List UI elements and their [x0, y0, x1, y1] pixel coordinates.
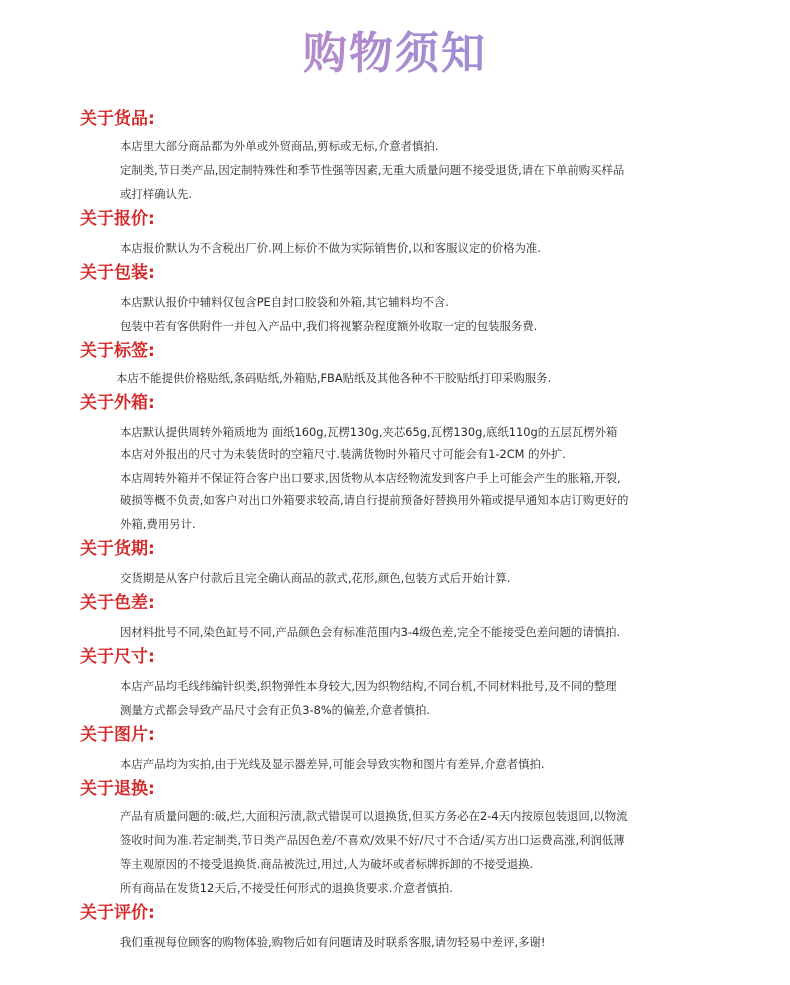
section-lead-time-line: 交货期是从客户付款后且完全确认商品的款式,花形,颜色,包装方式后开始计算. — [120, 571, 511, 585]
section-heading-returns: 关于退换: — [80, 779, 155, 799]
section-returns-line: 产品有质量问题的:破,烂,大面积污渍,款式错误可以退换货,但买方务必在2-4天内按原包装退回,以物流 — [120, 809, 628, 823]
section-reviews-line: 我们重视每位顾客的购物体验,购物后如有问题请及时联系客服,请勿轻易中差评,多谢! — [120, 935, 546, 949]
section-heading-cartons: 关于外箱: — [80, 393, 155, 413]
section-heading-packaging: 关于包装: — [80, 263, 155, 283]
section-size-line: 本店产品均毛线纬编针织类,织物弹性本身较大,因为织物结构,不同台机,不同材料批号,及不同的整理 — [120, 679, 617, 693]
section-size-line: 测量方式都会导致产品尺寸会有正负3-8%的偏差,介意者慎拍. — [120, 703, 431, 717]
section-labels-line: 本店不能提供价格贴纸,条码贴纸,外箱贴,FBA贴纸及其他各种不干胶贴纸打印采购服务. — [116, 371, 552, 385]
section-goods-line: 定制类,节日类产品,因定制特殊性和季节性强等因素,无重大质量问题不接受退货,请在下单前购买样品 — [120, 163, 625, 177]
section-cartons-line: 外箱,费用另计. — [120, 517, 196, 531]
section-cartons-line: 本店对外报出的尺寸为未装货时的空箱尺寸.装满货物时外箱尺寸可能会有1-2CM 的外扩. — [120, 447, 566, 461]
section-heading-color: 关于色差: — [80, 593, 155, 613]
section-pricing-line: 本店报价默认为不含税出厂价.网上标价不做为实际销售价,以和客服议定的价格为准. — [120, 241, 541, 255]
section-returns-line: 等主观原因的不接受退换货.商品被洗过,用过,人为破坏或者标牌拆卸的不接受退换. — [120, 857, 534, 871]
section-returns-line: 签收时间为准.若定制类,节日类产品因色差/不喜欢/效果不好/尺寸不合适/买方出口运费高涨,利润低薄 — [120, 833, 625, 847]
page-title: 购物须知 — [0, 24, 790, 84]
section-heading-labels: 关于标签: — [80, 341, 155, 361]
section-goods-line: 或打样确认先. — [120, 187, 192, 201]
section-goods-line: 本店里大部分商品都为外单或外贸商品,剪标或无标,介意者慎拍. — [120, 139, 439, 153]
section-heading-goods: 关于货品: — [80, 109, 155, 129]
section-packaging-line: 本店默认报价中辅料仅包含PE自封口胶袋和外箱,其它辅料均不含. — [120, 295, 449, 309]
section-heading-lead-time: 关于货期: — [80, 539, 155, 559]
section-cartons-line: 破损等概不负责,如客户对出口外箱要求较高,请自行提前预备好替换用外箱或提早通知本店订购更好的 — [120, 493, 629, 507]
section-color-line: 因材料批号不同,染色缸号不同,产品颜色会有标准范围内3-4级色差,完全不能接受色差问题的请慎拍. — [120, 625, 621, 639]
section-heading-size: 关于尺寸: — [80, 647, 155, 667]
section-returns-line: 所有商品在发货12天后,不接受任何形式的退换货要求.介意者慎拍. — [120, 881, 453, 895]
section-packaging-line: 包装中若有客供附件一并包入产品中,我们将视繁杂程度额外收取一定的包装服务费. — [120, 319, 538, 333]
section-images-line: 本店产品均为实拍,由于光线及显示器差异,可能会导致实物和图片有差异,介意者慎拍. — [120, 757, 545, 771]
section-heading-images: 关于图片: — [80, 725, 155, 745]
section-cartons-line: 本店默认提供周转外箱质地为 面纸160g,瓦楞130g,夹芯65g,瓦楞130g,底纸110g的五层瓦楞外箱 — [120, 425, 618, 439]
section-heading-reviews: 关于评价: — [80, 903, 155, 923]
section-cartons-line: 本店周转外箱并不保证符合客户出口要求,因货物从本店经物流发到客户手上可能会产生的胀箱,开裂, — [120, 471, 621, 485]
section-heading-pricing: 关于报价: — [80, 209, 155, 229]
